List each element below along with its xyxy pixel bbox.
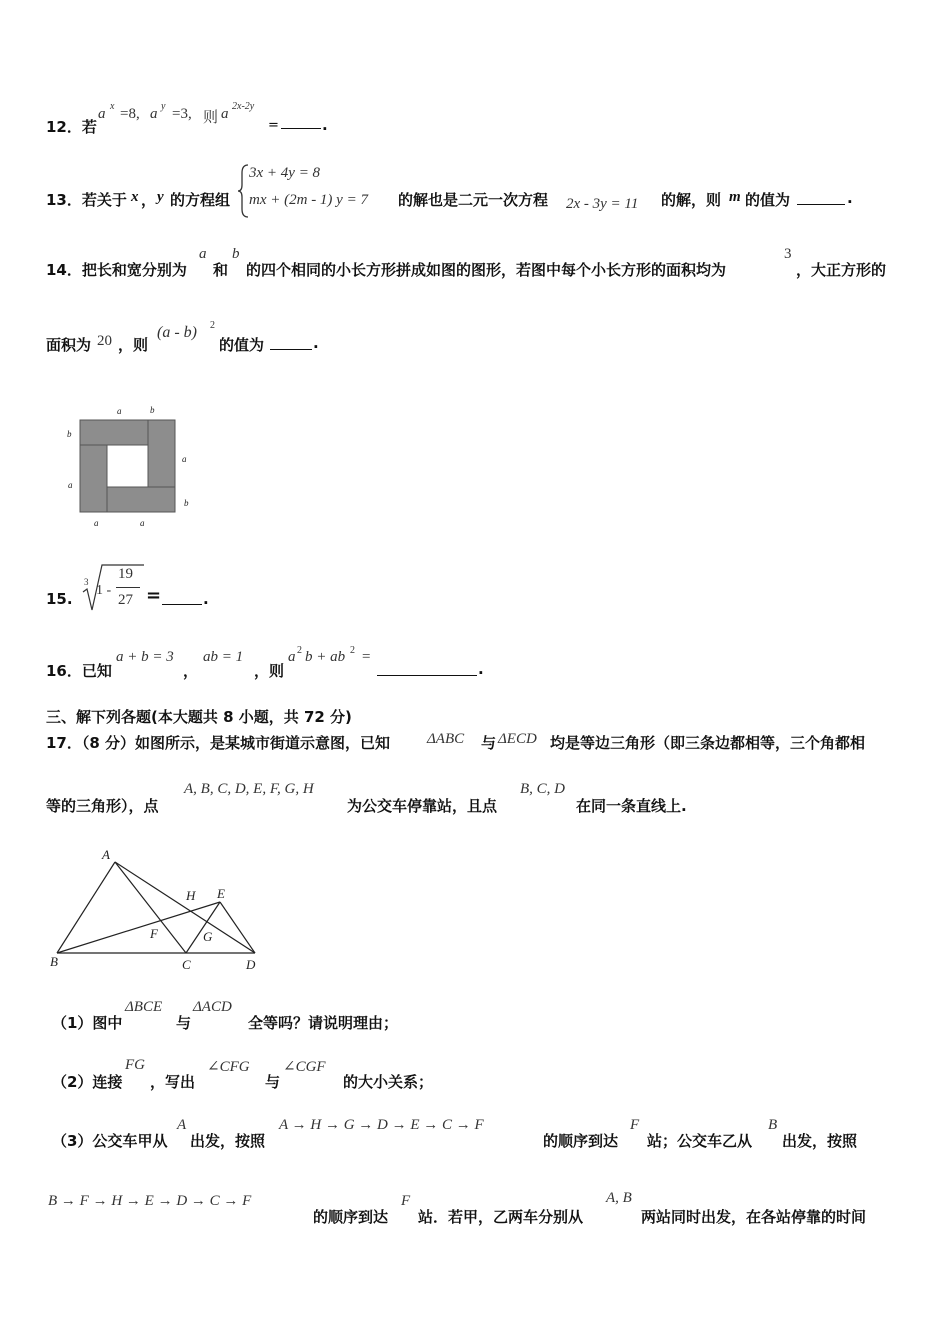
- q13-var-y: y: [157, 189, 164, 205]
- q16-then: ，则: [254, 662, 285, 680]
- q14-var-b: b: [232, 246, 240, 262]
- q17-p3-point-f: F: [630, 1117, 640, 1133]
- inner-square: [107, 445, 148, 487]
- q17-p1-b: 全等吗？请说明理由；: [248, 1014, 399, 1032]
- q17-p1-triangle-bce: ΔBCE: [125, 999, 163, 1015]
- q17-p3-h: 两站同时出发，在各站停靠的时间: [641, 1208, 867, 1226]
- q17-p3-c: 的顺序到达: [543, 1132, 619, 1150]
- fig17-label-f: F: [150, 926, 158, 941]
- q12-base-a3: a: [221, 106, 229, 122]
- q13-text1: 的方程组: [170, 191, 231, 209]
- q17-line2-b: 为公交车停靠站，且点: [347, 797, 498, 815]
- q17-p3-point-a: A: [177, 1117, 187, 1133]
- q17-p2-yu: 与: [265, 1073, 281, 1091]
- q13-answer-blank: [797, 204, 845, 205]
- q17-points: A, B, C, D, E, F, G, H: [184, 781, 314, 797]
- q17-p3-point-b: B: [768, 1117, 778, 1133]
- q17-yu: 与: [481, 734, 497, 752]
- q17-p3-points-ab: A, B: [606, 1190, 632, 1206]
- q16-expr-a: a: [288, 649, 296, 665]
- fig17-label-b: B: [50, 954, 58, 969]
- q17-p3-g: 站．若甲，乙两车分别从: [418, 1208, 584, 1226]
- q12-eq-8: =8,: [120, 106, 140, 122]
- q14-area-3: 3: [784, 246, 792, 262]
- q17-p3-route-2: B → F → H → E → D → C → F: [48, 1193, 252, 1209]
- q17-p3-a: （3）公交车甲从: [52, 1132, 168, 1150]
- q17-p3-f: 的顺序到达: [313, 1208, 389, 1226]
- q13-equation-1: 3x + 4y = 8: [249, 165, 321, 181]
- q14-figure: [60, 400, 200, 535]
- fig17-label-a: A: [102, 847, 110, 862]
- q17-p3-point-f2: F: [401, 1193, 411, 1209]
- q17-p3-route-1: A → H → G → D → E → C → F: [279, 1117, 484, 1133]
- q16-answer-blank: [377, 675, 477, 676]
- q17-line2-a: 等的三角形），点: [46, 797, 159, 815]
- line-be: [57, 902, 220, 953]
- fig14-label-bottom-a: a: [140, 518, 145, 528]
- fig17-label-g: G: [203, 929, 213, 944]
- q12-ze: 则: [203, 108, 219, 126]
- q13-equation-3: 2x - 3y = 11: [566, 196, 639, 212]
- q17-line1-b: 均是等边三角形（即三条边都相等，三个角都相: [550, 734, 866, 752]
- q17-figure: [45, 845, 270, 975]
- q12-base-a2: a: [150, 106, 158, 122]
- q17-points-bcd: B, C, D: [520, 781, 565, 797]
- q17-p2-a: （2）连接: [52, 1073, 123, 1091]
- fig14-label-right-a: a: [182, 454, 187, 464]
- q13-end: .: [847, 189, 853, 207]
- q12-exp: 2x-2y: [232, 101, 255, 112]
- q13-text2: 的解也是二元一次方程: [398, 191, 549, 209]
- fig14-label-top-a: a: [117, 406, 122, 416]
- q17-p1-triangle-acd: ΔACD: [193, 999, 232, 1015]
- q13-number: 13．若关于: [46, 191, 127, 209]
- q16-condition-2: ab = 1: [203, 649, 244, 665]
- q14-expr: (a - b): [157, 324, 197, 341]
- q12-equals: =: [268, 118, 279, 133]
- q17-line1-a: 17．（8 分）如图所示，是某城市街道示意图，已知: [46, 734, 391, 752]
- q14-line2-c: 的值为: [219, 336, 265, 354]
- q15-equals: =: [146, 585, 162, 606]
- q16-expr-b: b + ab: [305, 649, 346, 665]
- q15-end: .: [203, 590, 209, 608]
- q14-line2-b: ，则: [118, 336, 149, 354]
- q17-triangle-ecd: ΔECD: [498, 731, 537, 747]
- q12-end: .: [322, 116, 328, 134]
- q15-denominator: 27: [118, 592, 133, 608]
- q15-numerator: 19: [118, 566, 133, 582]
- q14-line2-a: 面积为: [46, 336, 92, 354]
- line-ba: [57, 862, 115, 953]
- q15-radical-sign: [80, 562, 146, 614]
- q17-p3-d: 站；公交车乙从: [647, 1132, 753, 1150]
- q17-line2-c: 在同一条直线上.: [576, 797, 687, 815]
- q16-number: 16．已知: [46, 662, 112, 680]
- q16-end: .: [478, 660, 484, 678]
- q17-p1-a: （1）图中: [52, 1014, 123, 1032]
- fig14-label-bottom-b: a: [94, 518, 99, 528]
- q13-equation-2: mx + (2m - 1) y = 7: [249, 192, 368, 208]
- q17-p2-b: ，写出: [150, 1073, 196, 1091]
- q12-answer-blank: [281, 128, 321, 129]
- q13-var-x: x: [131, 189, 139, 205]
- q12-exp-x: x: [110, 101, 115, 112]
- q14-answer-blank: [270, 349, 312, 350]
- q12-eq-3: =3,: [172, 106, 192, 122]
- fig14-label-right-b: b: [184, 498, 189, 508]
- q16-expr-exp1: 2: [297, 645, 302, 656]
- line-ed: [220, 902, 255, 953]
- q14-exp: 2: [210, 320, 215, 331]
- q17-p2-c: 的大小关系；: [343, 1073, 434, 1091]
- fig17-label-h: H: [186, 888, 196, 903]
- q15-answer-blank: [162, 604, 202, 605]
- q14-area-20: 20: [97, 333, 112, 349]
- q17-p1-yu: 与: [176, 1014, 192, 1032]
- q14-end: .: [313, 334, 319, 352]
- q14-text2: ，大正方形的: [796, 261, 887, 279]
- fig14-label-left-a: a: [68, 480, 73, 490]
- q14-he: 和: [213, 261, 229, 279]
- q15-root-index: 3: [84, 577, 89, 587]
- q12-exp-y: y: [161, 101, 166, 112]
- q17-triangle-abc: ΔABC: [427, 731, 465, 747]
- fig14-label-top-b: b: [150, 405, 155, 415]
- q14-var-a: a: [199, 246, 207, 262]
- q13-comma: ，: [141, 191, 157, 209]
- fig14-label-left-b: b: [67, 429, 72, 439]
- q13-text3: 的解，则: [661, 191, 722, 209]
- q17-p2-fg: FG: [125, 1057, 145, 1073]
- q17-p2-angle-cgf: ∠CGF: [283, 1059, 326, 1075]
- q16-expr-eq: =: [362, 649, 371, 665]
- q14-number: 14．把长和宽分别为: [46, 261, 187, 279]
- q17-p3-e: 出发，按照: [782, 1132, 858, 1150]
- q15-one-minus: 1 -: [96, 583, 112, 598]
- q16-expr-exp2: 2: [350, 645, 355, 656]
- q13-var-m: m: [729, 189, 741, 205]
- fig17-label-c: C: [182, 957, 191, 972]
- section-3-title: 三、解下列各题(本大题共 8 小题，共 72 分): [46, 708, 352, 726]
- q17-p3-b: 出发，按照: [190, 1132, 266, 1150]
- q15-fraction-bar: [116, 587, 140, 588]
- fig17-label-e: E: [217, 886, 225, 901]
- q16-condition-1: a + b = 3: [116, 649, 174, 665]
- q14-text1: 的四个相同的小长方形拼成如图的图形，若图中每个小长方形的面积均为: [246, 261, 727, 279]
- q15-number: 15.: [46, 590, 73, 608]
- q16-comma: ，: [183, 662, 199, 680]
- fig17-label-d: D: [246, 957, 256, 972]
- q12-number: 12．若: [46, 118, 97, 136]
- q12-base-a: a: [98, 106, 106, 122]
- q13-text4: 的值为: [745, 191, 791, 209]
- line-ad: [115, 862, 255, 953]
- q17-p2-angle-cfg: ∠CFG: [207, 1059, 250, 1075]
